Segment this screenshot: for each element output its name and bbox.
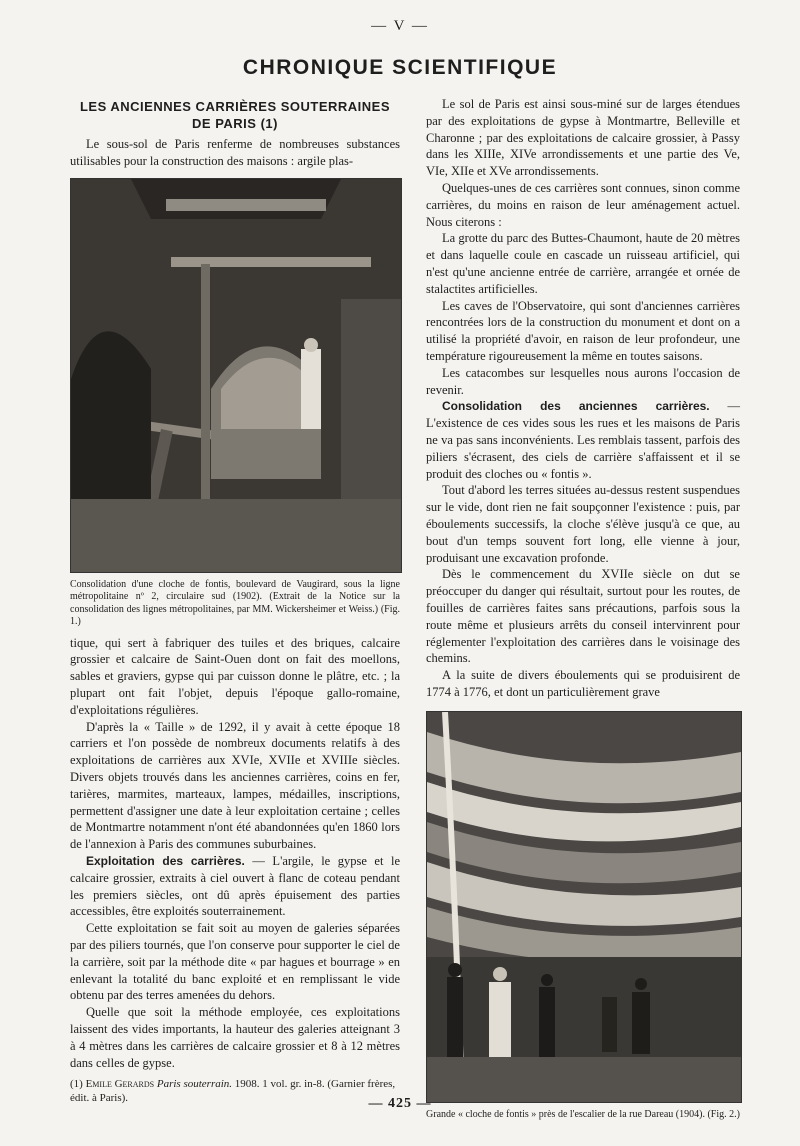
footnote-book: Paris souterrain. [156, 1078, 233, 1091]
footnote-mark: (1) [70, 1078, 86, 1091]
article-title-line2: DE PARIS (1) [192, 116, 278, 131]
right-paragraph-3: La grotte du parc des Buttes-Chaumont, haute de 20 mètres et dans laquelle coule en cascade un ruisseau artificiel, qui n'est qu'une ancienne entrée de carrière, arrangée et ornée de stalactites artificielles. [426, 231, 740, 296]
left-column [70, 96, 400, 1105]
left-paragraph-4: Cette exploitation se fait soit au moyen de galeries séparées par des piliers tournés, que l'on conserve pour supporter le ciel de la carrière, soit par la méthode dite « par hagues et bourrage » en enlevant la totalité du banc exploité et en remplissant le vide obtenu par des terres amenées du dehors. [70, 921, 400, 1003]
article-title-line1: LES ANCIENNES CARRIÈRES SOUTERRAINES [79, 99, 391, 114]
article-title [70, 98, 400, 132]
right-paragraph-2: Quelques-unes de ces carrières sont connues, sinon comme carrières, du moins en raison de leur aménagement actuel. Nous citerons : [426, 180, 740, 229]
figure-1-photo [70, 178, 402, 573]
figure-1-illustration [71, 179, 401, 572]
left-paragraph-5: Quelle que soit la méthode employée, ces exploitations laissent des vides importants, la hauteur des galeries atteignant 3 à 4 mètres dans les carrières de calcaire grossier et 8 à 12 mètres dans celles de gypse. [70, 1005, 400, 1070]
figure-2-photo [426, 711, 742, 1103]
figure-2-illustration [427, 712, 741, 1102]
left-paragraph-3 [70, 853, 400, 920]
footnote-rest: 1908. 1 vol. gr. in-8. (Garnier frères, édit. à Paris). [70, 1078, 396, 1105]
page-roman-numeral: — V — [371, 18, 429, 34]
subhead-consolidation: Consolidation des anciennes carrières. [442, 399, 710, 414]
right-paragraph-9: A la suite de divers éboulements qui se produisirent de 1774 à 1776, et dont un particulièrement grave [426, 668, 740, 699]
left-paragraph-2: D'après la « Taille » de 1292, il y avait à cette époque 18 carriers et l'on possède de nombreux documents relatifs à des exploitations de carrières aux XVIe, XVIIe et XVIIIe siècles. Divers objets trouvés dans les anciennes carrières, coins en fer, tarières, marmites, marteaux, lampes, médailles, inscriptions, permettent d'assigner une date à leur exploitation certaine ; celles de Montmartre notamment n'ont été abandonnées qu'en 1860 lors de l'annexion à Paris des communes suburbaines. [70, 719, 400, 852]
page-title: CHRONIQUE SCIENTIFIQUE [242, 56, 558, 79]
page-number: — 425 — [368, 1096, 432, 1111]
right-paragraph-4: Les caves de l'Observatoire, qui sont d'anciennes carrières rencontrées lors de la construction du monument et dont on a utilisé la propriété d'avoir, en raison de leur profondeur, une température rigoureusement la même en toutes saisons. [426, 298, 740, 363]
left-paragraph-3-text: — L'argile, le gypse et le calcaire grossier, extraits à ciel ouvert à flanc de coteau pendant les premiers siècles, ont dû après épuisement des parties accessibles, être exploités souterrainement. [70, 853, 401, 919]
left-paragraph-1: tique, qui sert à fabriquer des tuiles et des briques, calcaire grossier et calcaire de Saint-Ouen dont on fait des moellons, sables et graviers, gypse qui par cuisson donne le plâtre, etc. ; la plupart ont fait l'objet, depuis l'époque gallo-romaine, d'exploitations régulières. [70, 635, 400, 717]
subhead-exploitation: Exploitation des carrières. [86, 853, 245, 868]
right-paragraph-7: Tout d'abord les terres situées au-dessus restent suspendues sur le vide, dont rien ne fait soupçonner l'existence : puis, par éboulements successifs, la cloche s'élève jusqu'à ce que, au bout d'un temps souvent fort long, elle vienne à jour, produisant une excavation profonde. [426, 483, 740, 565]
right-paragraph-8: Dès le commencement du XVIIe siècle on dut se préoccuper du danger qui résultait, surtout pour les routes, de fouilles de carrières faites sans précautions, parfois sous la route même et plusieurs arrêts du conseil intervinrent pour réglementer l'exploitation des carrières dans le voisinage des chemins. [426, 567, 740, 666]
footnote-author: Emile Gerards [85, 1078, 155, 1091]
figure-1-caption: Consolidation d'une cloche de fontis, boulevard de Vaugirard, sous la ligne métropolitaine nº 2, circulaire sud (1902). (Extrait de la Notice sur la consolidation des lignes métropolitaines, par MM. Wickersheimer et Weiss.) (Fig. 1.) [70, 578, 400, 628]
right-paragraph-6 [426, 398, 740, 482]
right-paragraph-1: Le sol de Paris est ainsi sous-miné sur de larges étendues par des exploitations de gypse à Montmartre, Belleville et Charonne ; par des exploitations de calcaire grossier, à Passy dans les XIIIe, XIVe arrondissements et une partie des Ve, VIe, XIIe et XVe arrondissements. [426, 97, 740, 179]
right-column [426, 96, 740, 1127]
right-paragraph-6-text: — L'existence de ces vides sous les rues et les maisons de Paris ne va pas sans inconvénients. Les remblais tassent, parfois des piliers s'écrasent, des ciels de carrière s'affaissent et il se produit des cloches ou « fontis ». [426, 399, 741, 481]
right-paragraph-5: Les catacombes sur lesquelles nous aurons l'occasion de revenir. [426, 365, 740, 397]
figure-2-caption: Grande « cloche de fontis » près de l'escalier de la rue Dareau (1904). (Fig. 2.) [426, 1108, 740, 1120]
intro-paragraph: Le sous-sol de Paris renferme de nombreuses substances utilisables pour la construction des maisons : argile plas- [70, 137, 400, 168]
